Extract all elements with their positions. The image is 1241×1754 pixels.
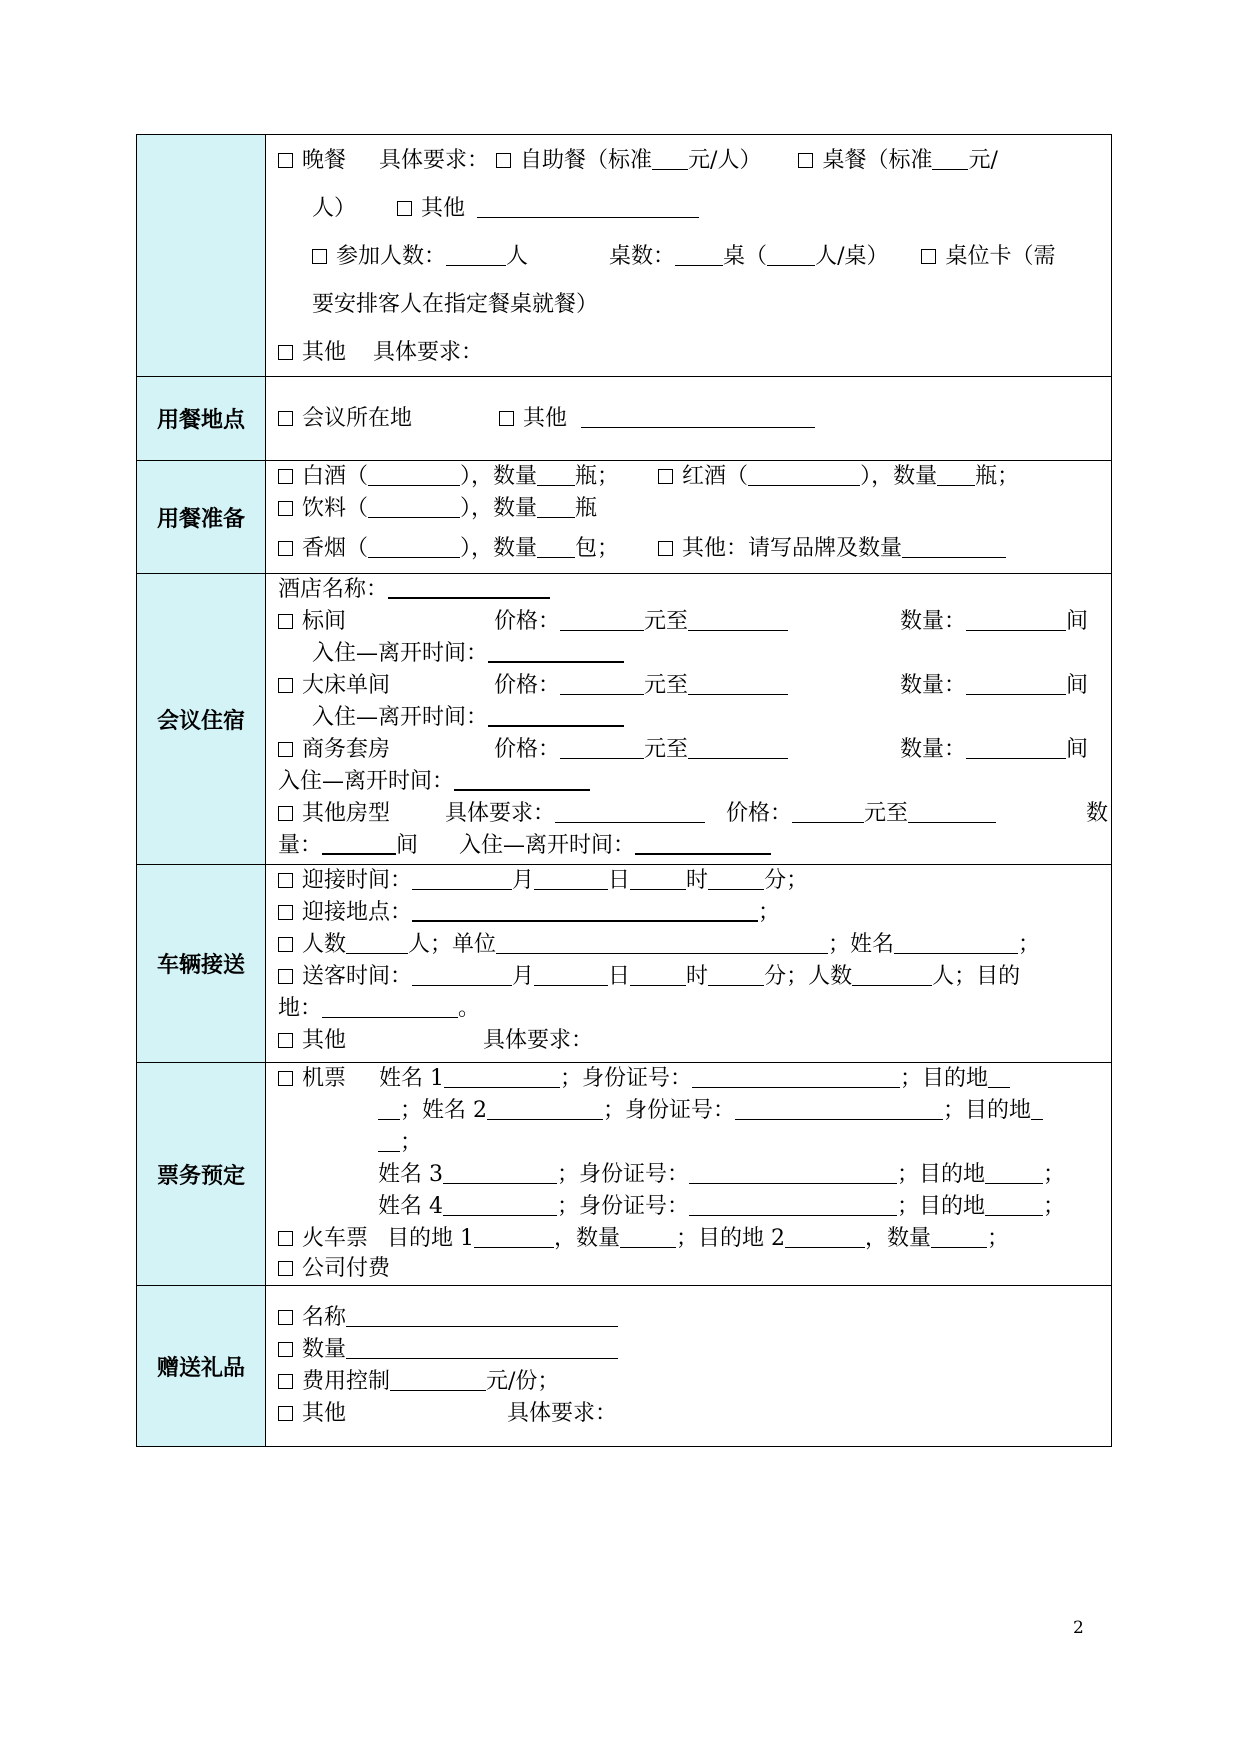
air-dest4-blank[interactable]: [985, 1195, 1043, 1216]
suite-room-text: 商务套房: [302, 737, 391, 762]
passenger-unit-text: 人；单位: [408, 932, 497, 957]
hongjiu-checkbox[interactable]: [658, 469, 673, 484]
air-name2-blank[interactable]: [487, 1099, 603, 1120]
air-name4-text: 姓名 4: [378, 1194, 443, 1219]
king-price-min-blank[interactable]: [560, 674, 644, 695]
dinner-other2-req: 具体要求：: [373, 340, 484, 365]
std-qty-text: 数量：: [900, 609, 967, 634]
dinner-label-cell: [137, 135, 266, 377]
venue-other-blank[interactable]: [581, 407, 815, 428]
pickup-place-text: 迎接地点：: [302, 900, 413, 925]
dropoff-dest-cont: 地：: [278, 996, 323, 1021]
pickup-day-unit: 日: [608, 868, 631, 893]
std-qty-blank[interactable]: [966, 610, 1066, 631]
air-dest3-text: ；目的地: [897, 1162, 986, 1187]
dropoff-dest-text: 人；目的: [932, 964, 1021, 989]
air-dest2-text: ；目的地: [943, 1098, 1032, 1123]
place-card-text: 桌位卡（需: [945, 244, 1056, 269]
gifts-row: [137, 1286, 1112, 1447]
pickup-time-text: 迎接时间：: [302, 868, 413, 893]
company-pay-checkbox[interactable]: [278, 1261, 293, 1276]
hongjiu-unit: 瓶；: [975, 464, 1020, 489]
pickup-time-checkbox[interactable]: [278, 873, 293, 888]
gift-cost-unit: 元/份；: [486, 1369, 560, 1394]
pickup-place-blank[interactable]: [412, 900, 758, 922]
passenger-company-blank[interactable]: [496, 933, 828, 954]
baijiu-qty-blank[interactable]: [537, 465, 575, 486]
air-id2-blank[interactable]: [735, 1099, 943, 1120]
air-dest2-end: ；: [400, 1130, 423, 1155]
dropoff-dest-blank[interactable]: [322, 997, 458, 1018]
passenger-count-text: 人数: [302, 932, 347, 957]
other-room-yuan-to: 元至: [864, 801, 909, 826]
gift-name-checkbox[interactable]: [278, 1310, 293, 1325]
drinks-checkbox[interactable]: [278, 501, 293, 516]
other-room-req-blank[interactable]: [555, 802, 705, 823]
gift-cost-text: 费用控制: [302, 1369, 391, 1394]
std-unit: 间: [1066, 609, 1089, 634]
table-meal-price-blank[interactable]: [932, 149, 968, 170]
gift-name-blank[interactable]: [346, 1306, 618, 1327]
prep-label: 用餐准备: [137, 461, 266, 574]
train-dest2-blank[interactable]: [785, 1227, 865, 1248]
pickup-hour-blank[interactable]: [630, 869, 686, 890]
attendees-text: 参加人数：: [336, 244, 447, 269]
dinner-other2-checkbox[interactable]: [278, 345, 293, 360]
air-name4-blank[interactable]: [443, 1195, 557, 1216]
page-number: 2: [1073, 1618, 1084, 1638]
other-room-checkin-blank[interactable]: [635, 833, 771, 855]
transport-content-cell: [266, 865, 1112, 1063]
dinner-content-cell: [266, 135, 1112, 377]
std-price-text: 价格：: [494, 609, 561, 634]
pickup-hour-unit: 时: [686, 868, 709, 893]
air-dest3-end: ；: [1043, 1162, 1066, 1187]
king-qty-blank[interactable]: [966, 674, 1066, 695]
passenger-name-text: ；姓名: [828, 932, 895, 957]
baijiu-brand-blank[interactable]: [368, 465, 460, 486]
cigs-qty-text: ），数量: [460, 536, 538, 561]
pickup-place-end: ；: [758, 900, 781, 925]
table-meal-checkbox[interactable]: [798, 153, 813, 168]
king-yuan-to: 元至: [644, 673, 689, 698]
other-room-text: 其他房型: [302, 801, 391, 826]
company-pay-text: 公司付费: [302, 1256, 391, 1281]
air-dest2-blank[interactable]: [1031, 1099, 1043, 1120]
suite-unit: 间: [1066, 737, 1089, 762]
prep-content-cell: [266, 461, 1112, 574]
passenger-count-blank[interactable]: [346, 933, 408, 954]
transport-label: 车辆接送: [137, 865, 266, 1063]
king-room-checkbox[interactable]: [278, 678, 293, 693]
suite-qty-blank[interactable]: [966, 738, 1066, 759]
air-dest4-end: ；: [1043, 1194, 1066, 1219]
air-ticket-checkbox[interactable]: [278, 1071, 293, 1086]
suite-checkin-blank[interactable]: [454, 769, 590, 791]
suite-yuan-to: 元至: [644, 737, 689, 762]
drinks-unit: 瓶: [575, 496, 598, 521]
dinner-row: [137, 135, 1112, 377]
pickup-minute-unit: 分；: [764, 868, 809, 893]
air-id4-blank[interactable]: [689, 1195, 897, 1216]
pickup-minute-blank[interactable]: [708, 869, 764, 890]
dropoff-day-unit: 日: [608, 964, 631, 989]
passenger-name-end: ；: [1018, 932, 1041, 957]
venue-label: 用餐地点: [137, 377, 266, 461]
other-room-checkbox[interactable]: [278, 806, 293, 821]
lodging-label: 会议住宿: [137, 574, 266, 865]
gift-name-text: 名称: [302, 1305, 347, 1330]
king-price-text: 价格：: [494, 673, 561, 698]
prep-other-checkbox[interactable]: [658, 541, 673, 556]
std-room-checkbox[interactable]: [278, 614, 293, 629]
dinner-text: 晚餐: [302, 148, 347, 173]
other-room-unit: 间: [396, 833, 419, 858]
suite-price-min-blank[interactable]: [560, 738, 644, 759]
passenger-count-checkbox[interactable]: [278, 937, 293, 952]
dropoff-dest-end: 。: [458, 996, 481, 1021]
std-checkin-text: 入住—离开时间：: [312, 641, 489, 666]
gifts-label: 赠送礼品: [137, 1286, 266, 1447]
buffet-price-blank[interactable]: [652, 149, 688, 170]
pickup-place-checkbox[interactable]: [278, 905, 293, 920]
table-meal-text: 桌餐（标准: [822, 148, 933, 173]
drinks-text: 饮料（: [302, 496, 369, 521]
air-name1-blank[interactable]: [444, 1067, 560, 1088]
prep-other-blank[interactable]: [902, 537, 1006, 558]
pickup-day-blank[interactable]: [534, 869, 608, 890]
attendees-checkbox[interactable]: [312, 249, 327, 264]
hongjiu-brand-blank[interactable]: [748, 465, 860, 486]
tables-text: 桌数：: [609, 244, 676, 269]
king-checkin-blank[interactable]: [488, 705, 624, 727]
buffet-checkbox[interactable]: [496, 153, 511, 168]
air-name3-blank[interactable]: [443, 1163, 557, 1184]
air-ticket-text: 机票: [302, 1066, 347, 1091]
train-qty2-text: ，数量: [865, 1226, 932, 1251]
baijiu-checkbox[interactable]: [278, 469, 293, 484]
cigs-brand-blank[interactable]: [368, 537, 460, 558]
tables-blank[interactable]: [675, 245, 723, 266]
venue-content-cell: [266, 377, 1112, 461]
dropoff-month-unit: 月: [512, 964, 535, 989]
lodging-content-cell: [266, 574, 1112, 865]
transport-other-text: 其他: [302, 1028, 347, 1053]
std-checkin-blank[interactable]: [488, 641, 624, 663]
cigs-checkbox[interactable]: [278, 541, 293, 556]
suite-checkin-text: 入住—离开时间：: [278, 769, 455, 794]
prep-row: [137, 461, 1112, 574]
air-dest1-blank-cont[interactable]: [378, 1099, 400, 1120]
train-qty2-blank[interactable]: [931, 1227, 987, 1248]
hongjiu-qty-blank[interactable]: [937, 465, 975, 486]
air-name2-text: ；姓名 2: [400, 1098, 487, 1123]
baijiu-unit: 瓶；: [575, 464, 620, 489]
suite-price-text: 价格：: [494, 737, 561, 762]
drinks-brand-blank[interactable]: [368, 497, 460, 518]
venue-meeting-text: 会议所在地: [302, 406, 413, 431]
buffet-unit: 元/人）: [688, 148, 762, 173]
other-room-qty-text: 数: [1086, 801, 1109, 826]
gift-cost-checkbox[interactable]: [278, 1374, 293, 1389]
air-dest4-text: ；目的地: [897, 1194, 986, 1219]
air-id2-text: ；身份证号：: [603, 1098, 736, 1123]
tickets-row: [137, 1063, 1112, 1286]
cigs-text: 香烟（: [302, 536, 369, 561]
dropoff-hour-unit: 时: [686, 964, 709, 989]
king-qty-text: 数量：: [900, 673, 967, 698]
dinner-other-text: 其他: [421, 196, 466, 221]
dropoff-time-text: 送客时间：: [302, 964, 413, 989]
suite-price-max-blank[interactable]: [688, 738, 788, 759]
per-table-unit: 人/桌）: [815, 244, 889, 269]
suite-room-checkbox[interactable]: [278, 742, 293, 757]
other-room-price-text: 价格：: [726, 801, 793, 826]
tables-unit: 桌（: [723, 244, 768, 269]
train-qty2-end: ；: [987, 1226, 1010, 1251]
air-id3-text: ；身份证号：: [557, 1162, 690, 1187]
transport-other-checkbox[interactable]: [278, 1033, 293, 1048]
air-dest2-blank-cont[interactable]: [378, 1131, 400, 1152]
std-price-min-blank[interactable]: [560, 610, 644, 631]
gifts-content-cell: [266, 1286, 1112, 1447]
air-id4-text: ；身份证号：: [557, 1194, 690, 1219]
dinner-requirement-label: 具体要求：: [379, 148, 490, 173]
air-id1-blank[interactable]: [692, 1067, 900, 1088]
dinner-other-blank[interactable]: [477, 197, 699, 218]
king-room-text: 大床单间: [302, 673, 391, 698]
dropoff-day-blank[interactable]: [534, 965, 608, 986]
train-dest1-blank[interactable]: [474, 1227, 554, 1248]
train-qty1-blank[interactable]: [620, 1227, 676, 1248]
air-dest1-blank[interactable]: [988, 1067, 1010, 1088]
attendees-blank[interactable]: [446, 245, 506, 266]
attendees-unit: 人: [506, 244, 529, 269]
other-room-req-text: 具体要求：: [445, 801, 556, 826]
std-room-text: 标间: [302, 609, 347, 634]
transport-row: [137, 865, 1112, 1063]
train-dest2-text: ；目的地 2: [676, 1226, 786, 1251]
table-meal-unit: 元/: [968, 148, 998, 173]
gift-other-text: 其他: [302, 1401, 347, 1426]
king-price-max-blank[interactable]: [688, 674, 788, 695]
lodging-row: [137, 574, 1112, 865]
place-card-checkbox[interactable]: [921, 249, 936, 264]
air-name3-text: 姓名 3: [378, 1162, 443, 1187]
venue-row: [137, 377, 1112, 461]
dropoff-month-blank[interactable]: [412, 965, 512, 986]
baijiu-qty-text: ），数量: [460, 464, 538, 489]
venue-meeting-checkbox[interactable]: [278, 411, 293, 426]
king-unit: 间: [1066, 673, 1089, 698]
per-table-blank[interactable]: [767, 245, 815, 266]
other-room-checkin-text: 入住—离开时间：: [459, 833, 636, 858]
hotel-name-text: 酒店名称：: [278, 577, 389, 602]
std-price-max-blank[interactable]: [688, 610, 788, 631]
train-ticket-text: 火车票: [302, 1226, 369, 1251]
std-yuan-to: 元至: [644, 609, 689, 634]
baijiu-text: 白酒（: [302, 464, 369, 489]
passenger-name-blank[interactable]: [894, 933, 1018, 954]
tickets-label: 票务预定: [137, 1063, 266, 1286]
venue-other-checkbox[interactable]: [499, 411, 514, 426]
air-id1-text: ；身份证号：: [560, 1066, 693, 1091]
air-name1-text: 姓名 1: [379, 1066, 445, 1091]
gift-qty-checkbox[interactable]: [278, 1342, 293, 1357]
dropoff-count-text: 分；人数: [764, 964, 853, 989]
gift-cost-blank[interactable]: [390, 1370, 486, 1391]
dropoff-hour-blank[interactable]: [630, 965, 686, 986]
hongjiu-qty-text: ），数量: [860, 464, 938, 489]
cigs-unit: 包；: [575, 536, 620, 561]
place-card-note: 要安排客人在指定餐桌就餐）: [312, 292, 599, 317]
drinks-qty-blank[interactable]: [537, 497, 575, 518]
suite-qty-text: 数量：: [900, 737, 967, 762]
dropoff-count-blank[interactable]: [852, 965, 932, 986]
tickets-content-cell: [266, 1063, 1112, 1286]
gift-qty-blank[interactable]: [346, 1338, 618, 1359]
buffet-text: 自助餐（标准: [520, 148, 653, 173]
other-room-price-min-blank[interactable]: [792, 802, 864, 823]
other-room-price-max-blank[interactable]: [908, 802, 996, 823]
air-dest1-text: ；目的地: [900, 1066, 989, 1091]
air-id3-blank[interactable]: [689, 1163, 897, 1184]
drinks-qty-text: ），数量: [460, 496, 538, 521]
dropoff-minute-blank[interactable]: [708, 965, 764, 986]
air-dest3-blank[interactable]: [985, 1163, 1043, 1184]
dinner-other-checkbox[interactable]: [397, 201, 412, 216]
arrangement-form-table: [136, 134, 1112, 1447]
cigs-qty-blank[interactable]: [537, 537, 575, 558]
train-dest1-text: 目的地 1: [387, 1226, 475, 1251]
table-meal-unit-cont: 人）: [312, 196, 357, 221]
prep-other-text: 其他：请写品牌及数量: [682, 536, 903, 561]
other-room-qty-blank[interactable]: [322, 833, 396, 855]
transport-other-req: 具体要求：: [483, 1028, 594, 1053]
dropoff-time-checkbox[interactable]: [278, 969, 293, 984]
pickup-month-unit: 月: [512, 868, 535, 893]
dinner-checkbox[interactable]: [278, 153, 293, 168]
pickup-month-blank[interactable]: [412, 869, 512, 890]
gift-other-checkbox[interactable]: [278, 1406, 293, 1421]
train-qty1-text: ，数量: [554, 1226, 621, 1251]
other-room-qty-cont: 量：: [278, 833, 323, 858]
hotel-name-blank[interactable]: [388, 577, 550, 599]
train-ticket-checkbox[interactable]: [278, 1231, 293, 1246]
gift-other-req: 具体要求：: [507, 1401, 618, 1426]
gift-qty-text: 数量: [302, 1337, 347, 1362]
king-checkin-text: 入住—离开时间：: [312, 705, 489, 730]
hongjiu-text: 红酒（: [682, 464, 749, 489]
dinner-other2-text: 其他: [302, 340, 347, 365]
venue-other-text: 其他: [523, 406, 568, 431]
